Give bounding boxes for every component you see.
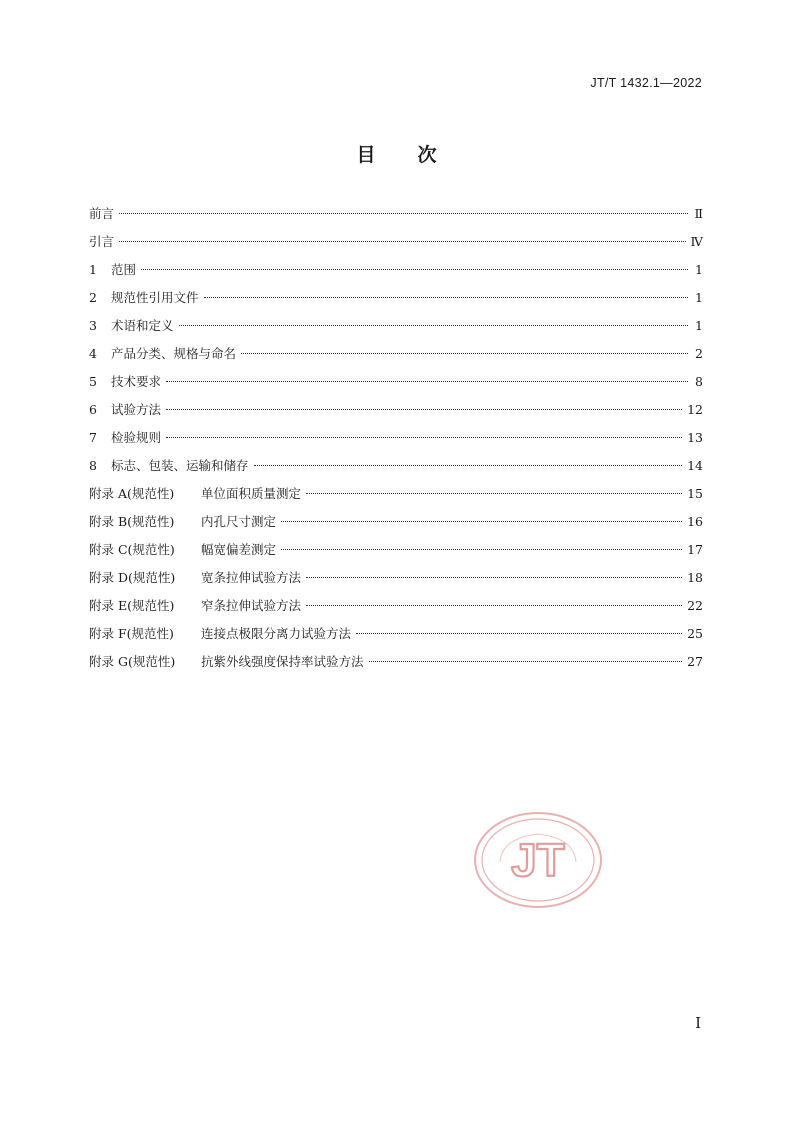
toc-page-number: 18 bbox=[687, 570, 703, 585]
toc-entry[interactable] bbox=[89, 568, 703, 596]
toc-title: 宽条拉伸试验方法 bbox=[201, 570, 302, 585]
toc-page-number: Ⅱ bbox=[694, 206, 703, 221]
toc-page-number: 13 bbox=[687, 430, 703, 445]
toc-page-number: 1 bbox=[695, 262, 703, 277]
toc-dot-leader bbox=[166, 381, 688, 382]
toc-entry[interactable] bbox=[89, 288, 703, 316]
toc-title: 规范性引用文件 bbox=[111, 290, 199, 305]
toc-appendix-label: 附录 F(规范性) bbox=[89, 626, 174, 641]
toc-title: 单位面积质量测定 bbox=[201, 486, 302, 501]
toc-section-number: 8 bbox=[89, 458, 97, 473]
toc-entry[interactable] bbox=[89, 372, 703, 400]
toc-title: 引言 bbox=[89, 234, 115, 249]
standard-code: JT/T 1432.1—2022 bbox=[590, 76, 702, 90]
toc-page-number: 12 bbox=[687, 402, 703, 417]
toc-dot-leader bbox=[119, 241, 685, 242]
toc-appendix-label: 附录 B(规范性) bbox=[89, 514, 175, 529]
toc-page-number: 22 bbox=[687, 598, 703, 613]
title-char-1: 目 bbox=[356, 144, 376, 166]
toc-entry[interactable] bbox=[89, 652, 703, 680]
toc-title: 范围 bbox=[111, 262, 137, 277]
toc-title: 窄条拉伸试验方法 bbox=[201, 598, 302, 613]
page-number: I bbox=[695, 1014, 701, 1032]
toc-title: 内孔尺寸测定 bbox=[201, 514, 277, 529]
toc-entry[interactable] bbox=[89, 512, 703, 540]
toc-page-number: 27 bbox=[687, 654, 703, 669]
toc-page-number: 16 bbox=[687, 514, 703, 529]
toc-title: 试验方法 bbox=[111, 402, 162, 417]
toc-section-number: 7 bbox=[89, 430, 97, 445]
toc-dot-leader bbox=[281, 521, 682, 522]
table-of-contents bbox=[89, 204, 703, 680]
toc-entry[interactable] bbox=[89, 428, 703, 456]
toc-dot-leader bbox=[369, 661, 683, 662]
toc-entry[interactable] bbox=[89, 456, 703, 484]
toc-dot-leader bbox=[141, 269, 688, 270]
toc-title: 技术要求 bbox=[111, 374, 162, 389]
toc-title: 检验规则 bbox=[111, 430, 162, 445]
toc-appendix-label: 附录 D(规范性) bbox=[89, 570, 176, 585]
toc-dot-leader bbox=[179, 325, 688, 326]
toc-entry[interactable] bbox=[89, 484, 703, 512]
toc-dot-leader bbox=[254, 465, 683, 466]
toc-entry[interactable] bbox=[89, 344, 703, 372]
toc-dot-leader bbox=[119, 213, 688, 214]
toc-page-number: 15 bbox=[687, 486, 703, 501]
toc-appendix-label: 附录 G(规范性) bbox=[89, 654, 176, 669]
toc-dot-leader bbox=[356, 633, 682, 634]
toc-page-number: 1 bbox=[695, 290, 703, 305]
toc-page-number: 25 bbox=[687, 626, 703, 641]
toc-page-number: 8 bbox=[695, 374, 703, 389]
toc-appendix-label: 附录 E(规范性) bbox=[89, 598, 175, 613]
toc-dot-leader bbox=[241, 353, 688, 354]
toc-title: 产品分类、规格与命名 bbox=[111, 346, 237, 361]
toc-entry[interactable] bbox=[89, 400, 703, 428]
jt-watermark-logo bbox=[472, 810, 604, 910]
toc-page-number: Ⅳ bbox=[690, 234, 703, 249]
watermark-text: JT bbox=[511, 834, 565, 886]
toc-section-number: 2 bbox=[89, 290, 97, 305]
toc-dot-leader bbox=[166, 437, 682, 438]
page-title bbox=[0, 140, 793, 167]
toc-title: 幅宽偏差测定 bbox=[201, 542, 277, 557]
toc-dot-leader bbox=[281, 549, 682, 550]
toc-title: 标志、包装、运输和储存 bbox=[111, 458, 249, 473]
toc-entry[interactable] bbox=[89, 232, 703, 260]
toc-entry[interactable] bbox=[89, 316, 703, 344]
toc-title: 连接点极限分离力试验方法 bbox=[201, 626, 352, 641]
toc-appendix-label: 附录 A(规范性) bbox=[89, 486, 175, 501]
toc-section-number: 3 bbox=[89, 318, 97, 333]
toc-title: 前言 bbox=[89, 206, 115, 221]
toc-entry[interactable] bbox=[89, 260, 703, 288]
toc-entry[interactable] bbox=[89, 624, 703, 652]
toc-dot-leader bbox=[306, 493, 682, 494]
toc-entry[interactable] bbox=[89, 204, 703, 232]
toc-page-number: 1 bbox=[695, 318, 703, 333]
toc-title: 术语和定义 bbox=[111, 318, 174, 333]
title-char-2: 次 bbox=[417, 144, 437, 166]
toc-dot-leader bbox=[306, 605, 682, 606]
toc-appendix-label: 附录 C(规范性) bbox=[89, 542, 175, 557]
toc-dot-leader bbox=[204, 297, 688, 298]
toc-section-number: 4 bbox=[89, 346, 97, 361]
toc-page-number: 14 bbox=[687, 458, 703, 473]
toc-page-number: 2 bbox=[695, 346, 703, 361]
toc-entry[interactable] bbox=[89, 540, 703, 568]
toc-entry[interactable] bbox=[89, 596, 703, 624]
toc-dot-leader bbox=[166, 409, 682, 410]
toc-section-number: 6 bbox=[89, 402, 97, 417]
toc-section-number: 5 bbox=[89, 374, 97, 389]
toc-section-number: 1 bbox=[89, 262, 97, 277]
toc-title: 抗紫外线强度保持率试验方法 bbox=[201, 654, 364, 669]
toc-dot-leader bbox=[306, 577, 682, 578]
toc-page-number: 17 bbox=[687, 542, 703, 557]
